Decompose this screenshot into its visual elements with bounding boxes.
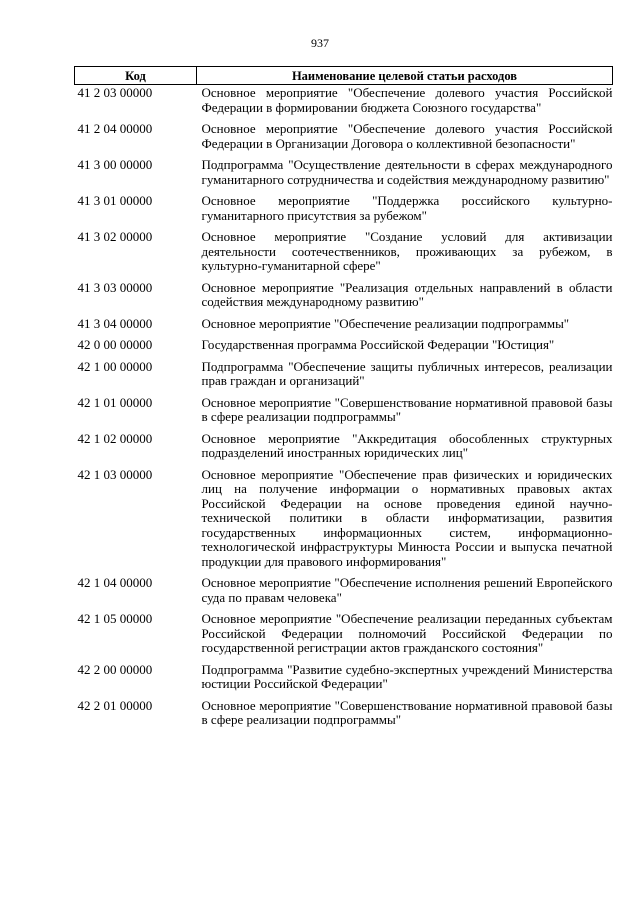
- row-code: 41 3 04 00000: [77, 315, 153, 331]
- row-name: Основное мероприятие "Аккредитация обособленных структурных подразделений иностранных юридических лиц": [201, 430, 613, 460]
- row-name: Основное мероприятие "Совершенствование нормативной правовой базы в сфере реализации подпрограммы": [201, 394, 613, 424]
- table-row: [75, 468, 613, 577]
- table-header-row: [75, 67, 613, 85]
- row-code: 41 3 01 00000: [77, 193, 153, 208]
- table-row: [75, 338, 613, 360]
- row-code: 42 1 05 00000: [77, 611, 153, 626]
- row-name: Основное мероприятие "Обеспечение реализации переданных субъектам Российской Федерации полномочий Российской Федерации по государственной регистрации актов гражданского состояния": [201, 611, 613, 655]
- row-name: Основное мероприятие "Поддержка российского культурно-гуманитарного присутствия за рубежом": [201, 193, 613, 223]
- row-code: 41 3 03 00000: [77, 279, 153, 295]
- table-row: [75, 85, 613, 123]
- row-code: 42 1 04 00000: [77, 575, 153, 590]
- row-code: 41 2 03 00000: [77, 85, 153, 100]
- table-row: [75, 122, 613, 158]
- table-row: [75, 230, 613, 281]
- row-code: 42 1 03 00000: [77, 466, 153, 482]
- row-name: Подпрограмма "Развитие судебно-экспертных учреждений Министерства юстиции Российской Федерации": [201, 661, 613, 691]
- header-name: Наименование целевой статьи расходов: [197, 67, 613, 85]
- row-code: 41 3 02 00000: [77, 229, 153, 244]
- row-name: Основное мероприятие "Совершенствование нормативной правовой базы в сфере реализации подпрограммы": [201, 697, 613, 727]
- table-row: [75, 432, 613, 468]
- table-row: [75, 360, 613, 396]
- row-name: Основное мероприятие "Реализация отдельных направлений в области содействия международному развитию": [201, 279, 613, 309]
- row-name: Основное мероприятие "Обеспечение исполнения решений Европейского суда по правам человека": [201, 575, 613, 605]
- page-number: 937: [311, 36, 329, 50]
- table-row: [75, 663, 613, 699]
- row-name: Подпрограмма "Обеспечение защиты публичных интересов, реализации прав граждан и организаций": [201, 358, 613, 388]
- row-code: 41 3 00 00000: [77, 157, 153, 172]
- row-name: Основное мероприятие "Обеспечение долевого участия Российской Федерации в Организации Договора о коллективной безопасности": [201, 121, 613, 151]
- header-code: Код: [75, 67, 197, 85]
- table-row: [75, 317, 613, 339]
- row-code: 42 0 00 00000: [77, 337, 153, 352]
- table-row: [75, 158, 613, 194]
- budget-items-table: [74, 66, 613, 735]
- row-code: 41 2 04 00000: [77, 121, 153, 136]
- row-name: Основное мероприятие "Обеспечение долевого участия Российской Федерации в формировании бюджета Союзного государства": [201, 85, 613, 115]
- row-code: 42 1 02 00000: [77, 430, 153, 446]
- row-code: 42 1 01 00000: [77, 394, 153, 410]
- row-name: Основное мероприятие "Создание условий для активизации деятельности соотечественников, проживающих за рубежом, в культурно-гуманитарной сфере": [201, 229, 613, 273]
- row-code: 42 1 00 00000: [77, 358, 153, 374]
- row-name: Основное мероприятие "Обеспечение прав физических и юридических лиц на получение информации о нормативных правовых актах Российской Федерации на основе проведения единой научно-технической политики в области информатизации, развития государственных информационных систем, информационно-технологической инфраструктуры Минюста России и выпуска печатной продукции для правового информирования": [201, 466, 613, 569]
- table-row: [75, 194, 613, 230]
- table-row: [75, 576, 613, 612]
- row-name: Подпрограмма "Осуществление деятельности в сферах международного гуманитарного сотрудничества и содействия международному развитию": [201, 157, 613, 187]
- row-name: Государственная программа Российской Федерации "Юстиция": [201, 337, 555, 352]
- row-code: 42 2 00 00000: [77, 661, 153, 677]
- table-row: [75, 396, 613, 432]
- row-name: Основное мероприятие "Обеспечение реализации подпрограммы": [201, 315, 570, 331]
- table-row: [75, 699, 613, 735]
- table-row: [75, 612, 613, 663]
- table-row: [75, 281, 613, 317]
- row-code: 42 2 01 00000: [77, 697, 153, 713]
